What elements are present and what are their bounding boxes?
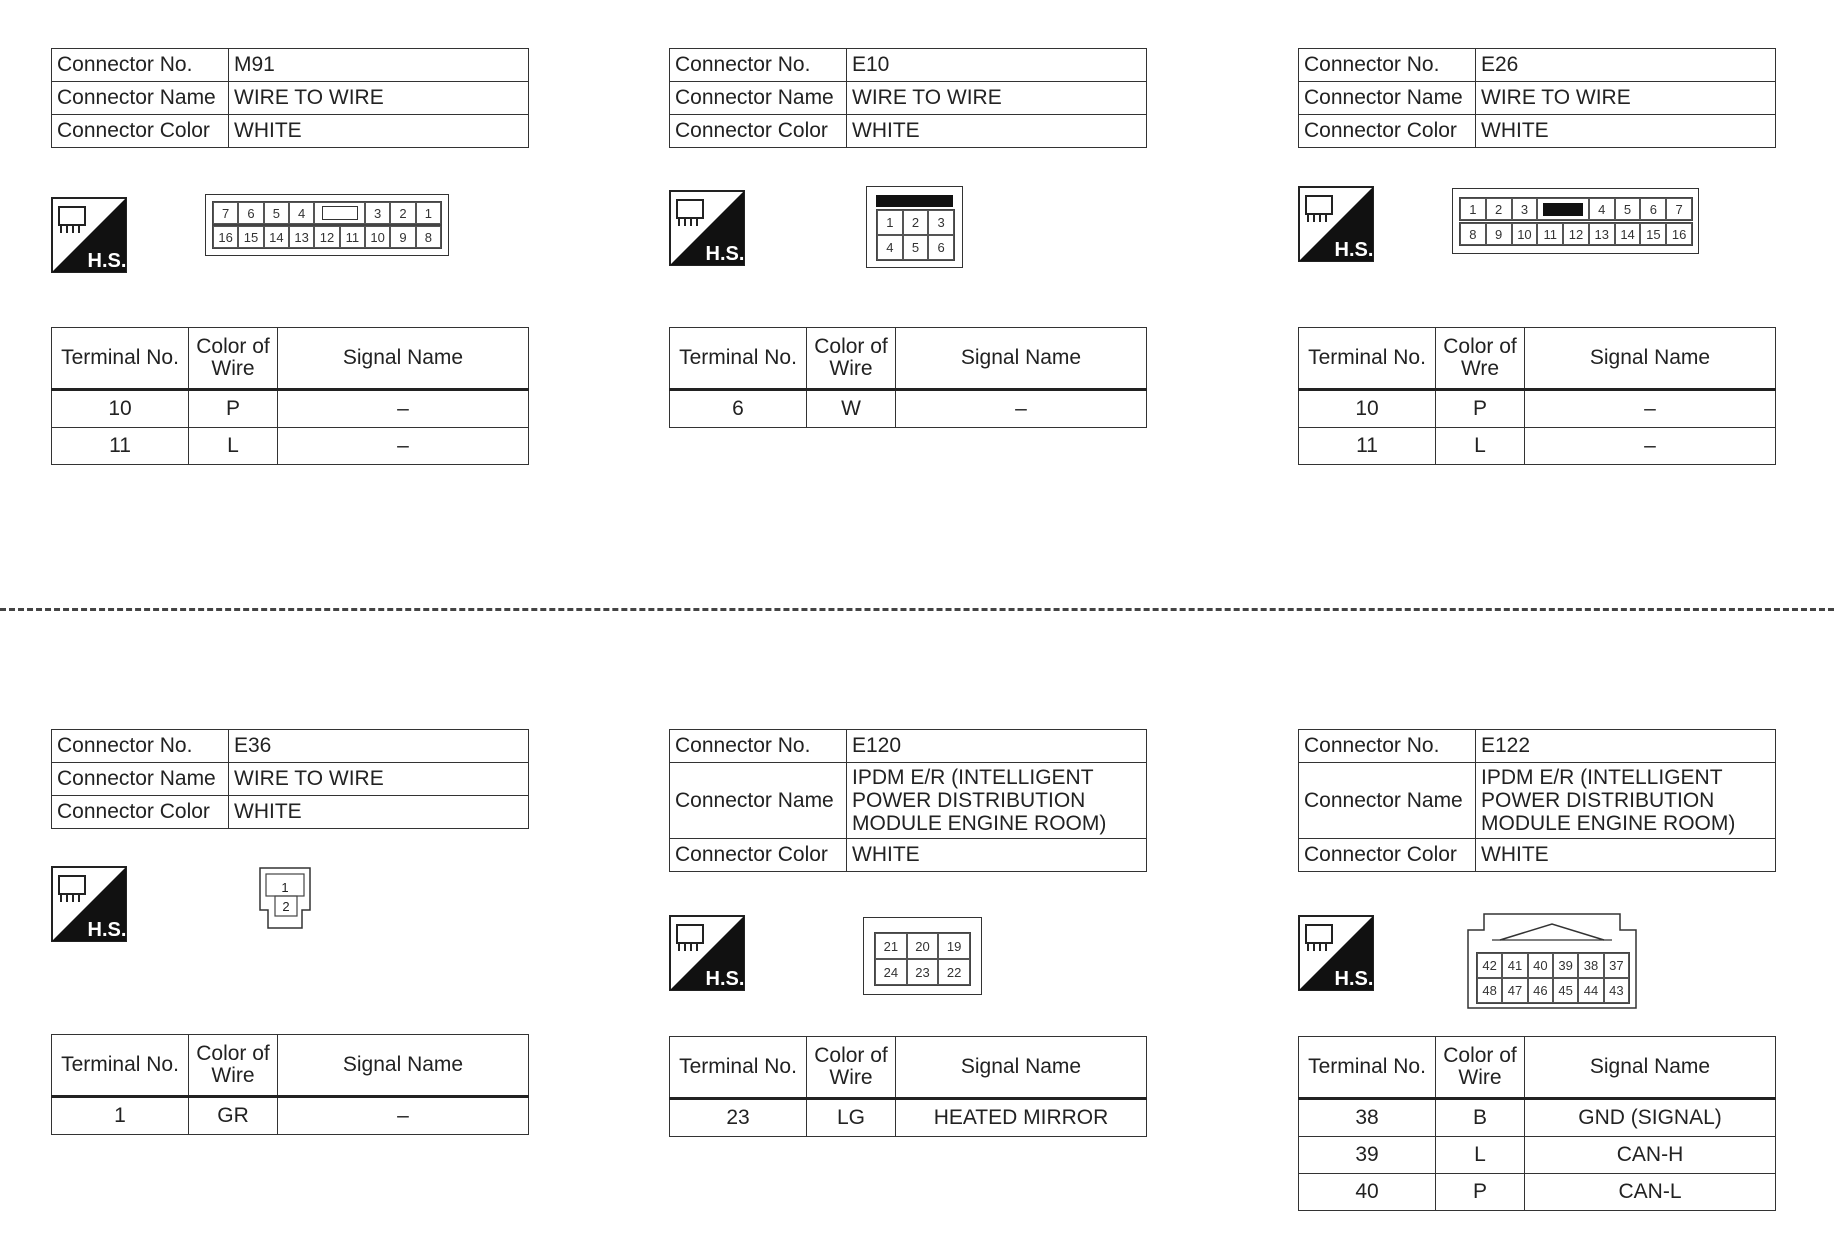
table-cell: H.S.: [87, 919, 127, 941]
connector-name-value: WIRE TO WIRE: [847, 82, 1147, 115]
connector-lock: [314, 202, 365, 224]
connector-name-label: Connector Name: [670, 763, 847, 839]
connector-color-label: Connector Color: [1299, 115, 1476, 148]
table-cell: L: [189, 428, 278, 465]
table-cell: CAN-L: [1525, 1174, 1776, 1211]
table-row: [52, 428, 529, 465]
signal-name-header: Signal Name: [896, 328, 1147, 390]
terminal-table-m91: [51, 327, 529, 465]
table-cell: P: [189, 390, 278, 428]
table-row: [1299, 390, 1776, 428]
table-cell: H.S.: [1334, 239, 1374, 261]
connector-color-value: WHITE: [847, 115, 1147, 148]
section-divider: [0, 608, 1834, 611]
connector-m91-info: [51, 48, 529, 148]
signal-name-header: Signal Name: [896, 1037, 1147, 1099]
connector-name-label: Connector Name: [52, 82, 229, 115]
table-cell: –: [278, 390, 529, 428]
table-cell: HEATED MIRROR: [896, 1099, 1147, 1137]
connector-color-label: Connector Color: [52, 115, 229, 148]
pin: 6: [1640, 198, 1666, 220]
connector-e120-info: [669, 729, 1147, 872]
signal-name-header: Signal Name: [1525, 328, 1776, 390]
table-cell: P: [1436, 390, 1525, 428]
table-cell: H.S.: [705, 968, 745, 990]
table-cell: –: [278, 1097, 529, 1135]
pin: 15: [238, 226, 263, 248]
table-row: [1299, 1137, 1776, 1174]
pin: 7: [213, 202, 238, 224]
table-cell: L: [1436, 1137, 1525, 1174]
table-cell: 11: [1299, 428, 1436, 465]
pin: 16: [1666, 223, 1692, 245]
pin: 8: [416, 226, 441, 248]
pin: 23: [907, 959, 939, 985]
pin: 24: [875, 959, 907, 985]
pin: 11: [1537, 223, 1563, 245]
connector-no-value: M91: [229, 49, 529, 82]
connector-name-label: Connector Name: [1299, 82, 1476, 115]
table-row: [1299, 1174, 1776, 1211]
table-cell: L: [1436, 428, 1525, 465]
terminal-table-e122: [1298, 1036, 1776, 1211]
pin: 41: [1502, 953, 1527, 978]
color-of-wire-header: Color of Wire: [1436, 1037, 1525, 1099]
table-cell: –: [278, 428, 529, 465]
pin: 5: [1615, 198, 1641, 220]
connector-no-label: Connector No.: [1299, 49, 1476, 82]
connector-lock: [1537, 198, 1589, 220]
pin: 5: [903, 235, 929, 260]
table-row: [1299, 1099, 1776, 1137]
table-cell: LG: [807, 1099, 896, 1137]
signal-name-header: Signal Name: [278, 1035, 529, 1097]
connector-no-value: E10: [847, 49, 1147, 82]
pin: 1: [877, 210, 903, 235]
connector-color-label: Connector Color: [670, 839, 847, 872]
connector-color-label: Connector Color: [1299, 839, 1476, 872]
connector-name-label: Connector Name: [1299, 763, 1476, 839]
connector-e36-info: [51, 729, 529, 829]
table-cell: 38: [1299, 1099, 1436, 1137]
table-cell: CAN-H: [1525, 1137, 1776, 1174]
harness-side-icon: [1298, 186, 1374, 262]
terminal-no-header: Terminal No.: [52, 1035, 189, 1097]
pin: 16: [213, 226, 238, 248]
connector-color-value: WHITE: [1476, 839, 1776, 872]
connector-name-value: WIRE TO WIRE: [229, 763, 529, 796]
connector-no-label: Connector No.: [670, 730, 847, 763]
connector-face-e26: [1452, 188, 1699, 254]
table-row: [52, 390, 529, 428]
table-cell: W: [807, 390, 896, 428]
connector-name-value: IPDM E/R (INTELLIGENT POWER DISTRIBUTION MODULE ENGINE ROOM): [1476, 763, 1776, 839]
color-of-wire-header: Color of Wire: [189, 1035, 278, 1097]
connector-name-value: IPDM E/R (INTELLIGENT POWER DISTRIBUTION MODULE ENGINE ROOM): [847, 763, 1147, 839]
pin: 4: [289, 202, 314, 224]
terminal-no-header: Terminal No.: [1299, 1037, 1436, 1099]
harness-side-icon: [1298, 915, 1374, 991]
table-cell: 10: [1299, 390, 1436, 428]
table-cell: B: [1436, 1099, 1525, 1137]
pin: 13: [289, 226, 314, 248]
connector-no-value: E36: [229, 730, 529, 763]
pin: 47: [1502, 978, 1527, 1003]
terminal-no-header: Terminal No.: [52, 328, 189, 390]
pin: 3: [1512, 198, 1538, 220]
pin: 10: [365, 226, 390, 248]
pin: 15: [1640, 223, 1666, 245]
table-cell: –: [1525, 428, 1776, 465]
connector-color-label: Connector Color: [52, 796, 229, 829]
table-cell: GR: [189, 1097, 278, 1135]
connector-key: [876, 195, 953, 207]
color-of-wire-header: Color of Wire: [189, 328, 278, 390]
pin: 2: [282, 899, 290, 914]
table-cell: 6: [670, 390, 807, 428]
pin: 11: [340, 226, 365, 248]
pin: 2: [903, 210, 929, 235]
pin: 6: [928, 235, 954, 260]
connector-no-value: E122: [1476, 730, 1776, 763]
harness-side-icon: [669, 915, 745, 991]
pin: 9: [390, 226, 415, 248]
pin: 10: [1512, 223, 1538, 245]
pin: 9: [1486, 223, 1512, 245]
pin: 1: [416, 202, 441, 224]
pin: 48: [1477, 978, 1502, 1003]
connector-face-e10: [866, 186, 963, 268]
table-cell: 39: [1299, 1137, 1436, 1174]
pin: 20: [907, 933, 939, 959]
table-cell: 23: [670, 1099, 807, 1137]
connector-name-value: WIRE TO WIRE: [1476, 82, 1776, 115]
table-cell: 10: [52, 390, 189, 428]
connector-no-label: Connector No.: [670, 49, 847, 82]
table-cell: 11: [52, 428, 189, 465]
pin: 46: [1528, 978, 1553, 1003]
pin: 8: [1460, 223, 1486, 245]
pin: 13: [1589, 223, 1615, 245]
pin: 12: [1563, 223, 1589, 245]
pin: 19: [938, 933, 970, 959]
harness-side-icon: [51, 866, 127, 942]
connector-outline: [258, 866, 312, 930]
table-cell: –: [1525, 390, 1776, 428]
terminal-table-e10: [669, 327, 1147, 428]
terminal-table-e36: [51, 1034, 529, 1135]
pin: 40: [1528, 953, 1553, 978]
pin: 3: [928, 210, 954, 235]
table-row: [52, 1097, 529, 1135]
connector-e122-info: [1298, 729, 1776, 872]
signal-name-header: Signal Name: [1525, 1037, 1776, 1099]
pin: 43: [1604, 978, 1629, 1003]
signal-name-header: Signal Name: [278, 328, 529, 390]
hs-label: H.S.: [87, 250, 127, 272]
pin: 2: [1486, 198, 1512, 220]
pin: 42: [1477, 953, 1502, 978]
pin: 2: [390, 202, 415, 224]
pin: 4: [1589, 198, 1615, 220]
connector-no-value: E120: [847, 730, 1147, 763]
connector-name-label: Connector Name: [52, 763, 229, 796]
connector-no-label: Connector No.: [52, 49, 229, 82]
connector-face-e120: [863, 917, 982, 995]
table-row: [1299, 428, 1776, 465]
pin: 45: [1553, 978, 1578, 1003]
terminal-no-header: Terminal No.: [670, 328, 807, 390]
connector-face-e122: [1466, 912, 1638, 1010]
harness-side-icon: [669, 190, 745, 266]
connector-color-label: Connector Color: [670, 115, 847, 148]
connector-e26-info: [1298, 48, 1776, 148]
connector-color-value: WHITE: [1476, 115, 1776, 148]
connector-face-m91: [205, 194, 449, 256]
connector-name-value: WIRE TO WIRE: [229, 82, 529, 115]
pin: 5: [264, 202, 289, 224]
pin: 37: [1604, 953, 1629, 978]
pin: 14: [264, 226, 289, 248]
table-cell: P: [1436, 1174, 1525, 1211]
pin: 3: [365, 202, 390, 224]
pin: 7: [1666, 198, 1692, 220]
terminal-no-header: Terminal No.: [670, 1037, 807, 1099]
connector-color-value: WHITE: [847, 839, 1147, 872]
pin: 4: [877, 235, 903, 260]
pin: 6: [238, 202, 263, 224]
table-cell: 40: [1299, 1174, 1436, 1211]
pin: 38: [1578, 953, 1603, 978]
terminal-table-e26: [1298, 327, 1776, 465]
connector-name-label: Connector Name: [670, 82, 847, 115]
color-of-wire-header: Color of Wre: [1436, 328, 1525, 390]
color-of-wire-header: Color of Wire: [807, 1037, 896, 1099]
color-of-wire-header: Color of Wire: [807, 328, 896, 390]
pin: 12: [314, 226, 339, 248]
pin: 14: [1615, 223, 1641, 245]
harness-side-icon: [51, 197, 127, 273]
connector-color-value: WHITE: [229, 796, 529, 829]
connector-e10-info: [669, 48, 1147, 148]
table-cell: 1: [52, 1097, 189, 1135]
pin: 21: [875, 933, 907, 959]
connector-face-e36: [258, 866, 312, 912]
pin: 1: [1460, 198, 1486, 220]
pin: 39: [1553, 953, 1578, 978]
pin: 1: [281, 880, 289, 895]
pin: 22: [938, 959, 970, 985]
terminal-table-e120: [669, 1036, 1147, 1137]
terminal-no-header: Terminal No.: [1299, 328, 1436, 390]
table-cell: –: [896, 390, 1147, 428]
connector-color-value: WHITE: [229, 115, 529, 148]
table-row: [670, 1099, 1147, 1137]
pin: 44: [1578, 978, 1603, 1003]
connector-no-value: E26: [1476, 49, 1776, 82]
connector-no-label: Connector No.: [52, 730, 229, 763]
table-cell: H.S.: [705, 243, 745, 265]
table-cell: H.S.: [1334, 968, 1374, 990]
table-cell: GND (SIGNAL): [1525, 1099, 1776, 1137]
table-row: [670, 390, 1147, 428]
connector-no-label: Connector No.: [1299, 730, 1476, 763]
